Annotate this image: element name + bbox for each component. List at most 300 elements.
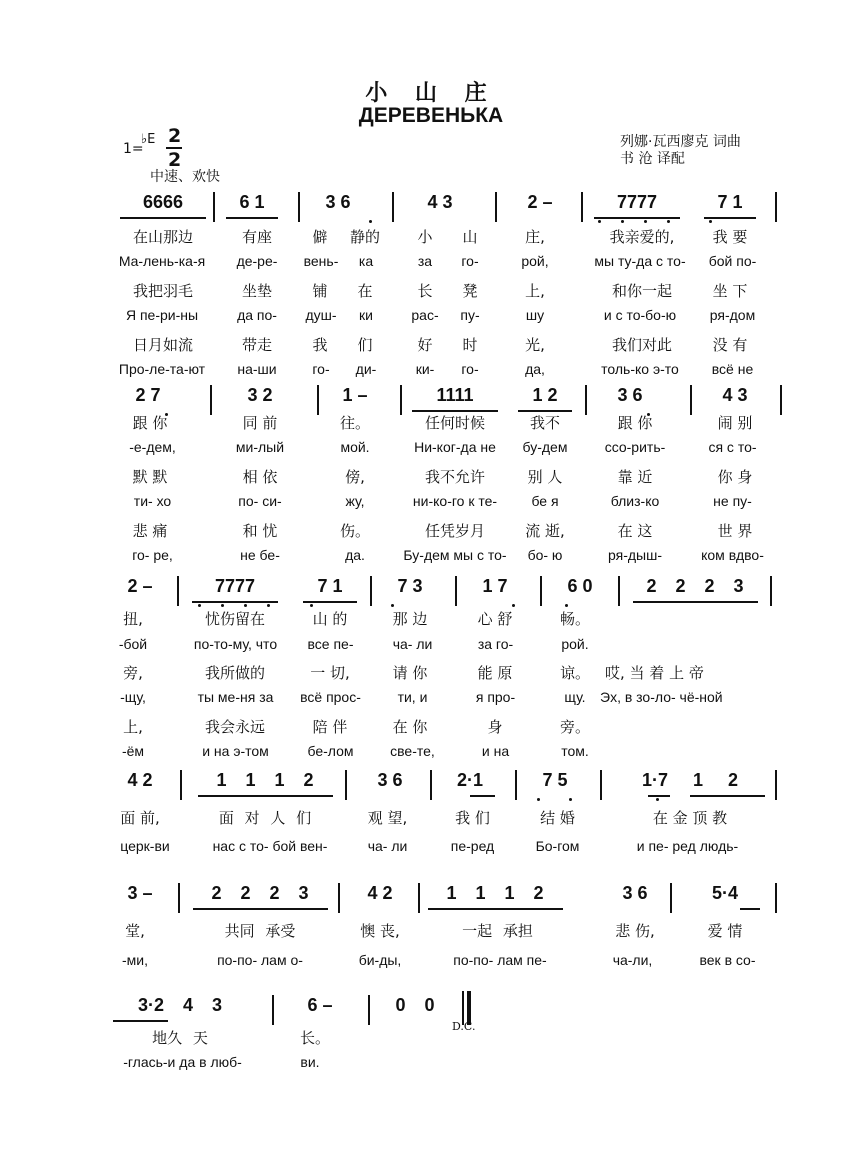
underline (226, 217, 278, 219)
lyric: вень- (303, 253, 339, 269)
lyric: 坐垫 (241, 282, 272, 300)
lyric: да. (345, 547, 365, 563)
lyric: церк-ви (120, 838, 170, 854)
lyric: ссо-рить- (604, 439, 666, 455)
octave-dot (369, 220, 372, 223)
bar-line (210, 385, 212, 415)
bar-line (370, 576, 372, 606)
lyric: душ- (305, 307, 337, 323)
bar-line (540, 576, 542, 606)
bar-line (430, 770, 432, 800)
lyric: 长 (417, 282, 433, 300)
note-group: 6 0 (567, 576, 593, 596)
lyric: 哎, 当 着 上 帝 (605, 664, 704, 682)
lyric: 懊 丧, (360, 922, 400, 940)
lyric: и с то-бо-ю (603, 307, 677, 323)
bar-line (780, 385, 782, 415)
lyric: 谅。 (559, 664, 590, 682)
octave-dot (244, 604, 247, 607)
lyric: рас- (411, 307, 439, 323)
lyric: 共同 承受 (224, 922, 296, 940)
bar-line (338, 883, 340, 913)
notes-row-3 (0, 576, 862, 606)
notes-row-4 (0, 770, 862, 800)
lyric: не бе- (240, 547, 280, 563)
lyric: 堂, (125, 922, 145, 940)
lyrics-cn-verse-1 (0, 226, 862, 246)
title-russian: ДЕРЕВЕНЬКА (358, 104, 504, 127)
lyric: ча-ли, (612, 952, 653, 968)
lyric: 爱 情 (707, 922, 743, 940)
note-group: 1 1 1 2 (216, 770, 314, 790)
lyric: по- си- (238, 493, 282, 509)
lyric: ни-ко-го к те- (412, 493, 498, 509)
octave-dot (569, 798, 572, 801)
lyric: всё прос- (300, 689, 361, 705)
title-chinese: 小 山 庄 (365, 81, 497, 106)
lyric: Ни-ког-да не (414, 439, 496, 455)
lyric: 流 逝, (525, 522, 565, 540)
lyrics-cn-verse-3 (0, 520, 862, 540)
lyrics-ru-verse-1 (0, 1054, 862, 1074)
lyric: 好 (417, 336, 433, 354)
lyric: 闹 别 (717, 414, 753, 432)
lyric: 我会永远 (204, 718, 265, 736)
lyric: 旁。 (559, 718, 590, 736)
lyric: ки- (415, 361, 435, 377)
underline (192, 601, 278, 603)
lyric: 地久 天 (152, 1029, 208, 1047)
note-group: 0 0 (395, 995, 435, 1015)
lyric: близ-ко (610, 493, 660, 509)
note-group: 1 – (342, 385, 368, 405)
notes-row-6 (0, 995, 862, 1025)
bar-line (515, 770, 517, 800)
bar-line (418, 883, 420, 913)
lyric: 在 你 (392, 718, 428, 736)
bar-line (455, 576, 457, 606)
note-group: 2 7 (135, 385, 161, 405)
note-group: 6 1 (239, 192, 265, 212)
lyric: да, (525, 361, 545, 377)
note-group: 1111 (436, 385, 474, 405)
underline (428, 908, 563, 910)
note-group: 2·1 (456, 770, 483, 790)
lyric: 上, (123, 718, 143, 736)
note-group: 1·7 1 2 (641, 770, 739, 790)
lyric: ти- хо (133, 493, 172, 509)
lyric: 观 望, (367, 809, 408, 827)
note-group: 7 3 (397, 576, 423, 596)
lyric: 铺 (312, 282, 328, 300)
lyric: све-те, (390, 743, 435, 759)
underline (633, 601, 758, 603)
lyric: 傍, (345, 468, 365, 486)
note-group: 5·4 (711, 883, 738, 903)
lyric: ча- ли (367, 838, 408, 854)
lyric: 我亲爱的, (609, 228, 675, 246)
lyrics-ru-verse-1 (0, 838, 862, 858)
lyric: би-ды, (358, 952, 402, 968)
lyric: ты ме-ня за (197, 689, 274, 705)
lyric: 你 身 (717, 468, 753, 486)
lyric: 我不允许 (424, 468, 485, 486)
bar-line (272, 995, 274, 1025)
lyrics-ru-verse-2 (0, 493, 862, 513)
bar-line (368, 995, 370, 1025)
lyric: 伤。 (339, 522, 370, 540)
bar-line (775, 883, 777, 913)
lyrics-ru-verse-3 (0, 743, 862, 763)
lyric: 任何时候 (424, 414, 485, 432)
lyrics-ru-verse-3 (0, 361, 862, 381)
lyric: 身 (487, 718, 503, 736)
lyric: 相 依 (242, 468, 278, 486)
lyric: 跟 你 (132, 414, 168, 432)
underline (303, 601, 357, 603)
octave-dot (537, 798, 540, 801)
underline (648, 795, 670, 797)
note-group: 3 6 (622, 883, 648, 903)
lyric: по-по- лам пе- (453, 952, 547, 968)
lyric: Бу-дем мы с то- (403, 547, 507, 563)
octave-dot (709, 220, 712, 223)
octave-dot (221, 604, 224, 607)
underline (690, 795, 765, 797)
underline (470, 795, 495, 797)
lyric: 和你一起 (611, 282, 672, 300)
lyric: 请 你 (392, 664, 428, 682)
lyric: все пе- (307, 636, 354, 652)
lyric: 陪 伴 (312, 718, 348, 736)
lyric: 我不 (529, 414, 560, 432)
bar-line (775, 192, 777, 222)
lyric: мой. (340, 439, 370, 455)
lyric: 在山那边 (132, 228, 193, 246)
octave-dot (310, 604, 313, 607)
lyrics-cn-verse-1 (0, 412, 862, 432)
notes-row-5 (0, 883, 862, 913)
bar-line (213, 192, 215, 222)
lyrics-cn-verse-1 (0, 807, 862, 827)
lyric: и пе- ред людь- (636, 838, 739, 854)
note-group: 3·2 4 3 (137, 995, 223, 1015)
underline (120, 217, 206, 219)
lyric: ря-дыш- (608, 547, 662, 563)
note-group: 1 7 (482, 576, 508, 596)
underline (113, 1020, 168, 1022)
lyrics-ru-verse-2 (0, 689, 862, 709)
octave-dot (512, 604, 515, 607)
lyric: 世 界 (717, 522, 753, 540)
notes-row-2 (0, 385, 862, 415)
octave-dot (621, 220, 624, 223)
lyric: 们 (357, 336, 373, 354)
bar-line (585, 385, 587, 415)
underline (193, 908, 328, 910)
lyric: бе я (531, 493, 559, 509)
lyric: бо- ю (527, 547, 563, 563)
lyric: 我所做的 (204, 664, 265, 682)
note-group: 4 3 (427, 192, 453, 212)
lyric: -е-дем, (129, 439, 176, 455)
bar-line (618, 576, 620, 606)
lyric: 上, (525, 282, 545, 300)
note-group: 7777 (214, 576, 256, 596)
note-group: 3 – (127, 883, 153, 903)
lyric: -глась-и да в люб- (123, 1054, 242, 1070)
lyric: де-ре- (236, 253, 278, 269)
lyric: да по- (237, 307, 277, 323)
lyrics-ru-verse-1 (0, 952, 862, 972)
bar-line (180, 770, 182, 800)
octave-dot (667, 220, 670, 223)
note-group: 4 3 (722, 385, 748, 405)
lyric: за (417, 253, 433, 269)
lyric: пу- (460, 307, 480, 323)
lyric: ди- (355, 361, 377, 377)
lyric: я про- (475, 689, 516, 705)
lyric: бе-лом (307, 743, 354, 759)
notes-row-1 (0, 192, 862, 222)
lyric: 默 默 (132, 468, 168, 486)
note-group: 7 5 (542, 770, 568, 790)
lyric: 别 人 (527, 468, 563, 486)
lyric: том. (561, 743, 589, 759)
lyric: 和 忧 (242, 522, 278, 540)
lyric: 在 这 (617, 522, 653, 540)
note-group: 3 2 (247, 385, 273, 405)
bar-line (345, 770, 347, 800)
lyric: 庄, (525, 228, 545, 246)
lyrics-cn-verse-1 (0, 1027, 862, 1047)
lyric: по-по- лам о- (217, 952, 303, 968)
lyric: 我把羽毛 (132, 282, 193, 300)
lyric: го- (312, 361, 330, 377)
time-signature-top: 2 (168, 125, 182, 147)
credit-translation: 书 沧 译配 (620, 151, 685, 167)
lyric: 带走 (241, 336, 272, 354)
lyric: всё не (711, 361, 754, 377)
lyric: толь-ко э-то (601, 361, 679, 377)
lyric: 那 边 (392, 610, 428, 628)
note-group: 7777 (616, 192, 658, 212)
lyrics-cn-verse-1 (0, 920, 862, 940)
bar-line (581, 192, 583, 222)
lyric: 没 有 (712, 336, 748, 354)
lyric: за го- (477, 636, 514, 652)
lyric: 山 的 (312, 610, 348, 628)
note-group: 1 2 (532, 385, 558, 405)
lyric: 坐 下 (712, 282, 748, 300)
bar-line (400, 385, 402, 415)
lyric: рой, (521, 253, 549, 269)
lyric: ми-лый (235, 439, 285, 455)
lyric: 结 婚 (540, 809, 575, 827)
lyric: 在 金 顶 教 (652, 809, 728, 827)
lyric: 跟 你 (617, 414, 653, 432)
lyric: Я пе-ри-ны (125, 307, 199, 323)
octave-dot (565, 604, 568, 607)
bar-line (317, 385, 319, 415)
lyric: 凳 (462, 282, 478, 300)
credit-lyrics-music: 列娜·瓦西廖克 词曲 (620, 134, 741, 150)
lyric: 一起 承担 (462, 922, 533, 940)
bar-line (495, 192, 497, 222)
lyric: щу. (564, 689, 586, 705)
note-group: 3 6 (325, 192, 351, 212)
lyrics-cn-verse-2 (0, 280, 862, 300)
lyric: ки (359, 307, 373, 323)
note-group: 1 1 1 2 (446, 883, 544, 903)
lyric: шу (525, 307, 545, 323)
lyrics-ru-verse-1 (0, 253, 862, 273)
lyric: 山 (462, 228, 478, 246)
key-signature: 1= (123, 141, 144, 157)
lyric: не пу- (713, 493, 752, 509)
bar-line (178, 883, 180, 913)
note-group: 3 6 (617, 385, 643, 405)
note-group: 2 – (527, 192, 553, 212)
lyrics-cn-verse-3 (0, 716, 862, 736)
lyric: рой. (561, 636, 589, 652)
lyric: пе-ред (450, 838, 495, 854)
octave-dot (598, 220, 601, 223)
lyric: 长。 (299, 1029, 330, 1047)
lyric: Ма-лень-ка-я (118, 253, 206, 269)
lyric: 任凭岁月 (424, 522, 485, 540)
lyric: 面 前, (120, 809, 160, 827)
lyrics-ru-verse-1 (0, 636, 862, 656)
octave-dot (644, 220, 647, 223)
lyric: мы ту-да с то- (594, 253, 686, 269)
note-group: 4 2 (127, 770, 153, 790)
underline (198, 795, 333, 797)
lyric: го- (461, 361, 479, 377)
note-group: 2 2 2 3 (646, 576, 744, 596)
lyric: 悲 伤, (615, 922, 655, 940)
lyric: ча- ли (392, 636, 433, 652)
octave-dot (656, 798, 659, 801)
lyrics-cn-verse-1 (0, 608, 862, 628)
lyric: -ми, (122, 952, 148, 968)
lyric: жу, (345, 493, 365, 509)
bar-line (600, 770, 602, 800)
octave-dot (391, 604, 394, 607)
lyric: 能 原 (477, 664, 513, 682)
lyric: 静的 (349, 228, 380, 246)
lyric: Про-ле-та-ют (118, 361, 206, 377)
underline (740, 908, 760, 910)
lyric: ка (358, 253, 374, 269)
lyric: -щу, (120, 689, 146, 705)
bar-line (392, 192, 394, 222)
lyrics-ru-verse-1 (0, 439, 862, 459)
lyric: Эх, в зо-ло- чё-ной (600, 689, 723, 705)
bar-line (770, 576, 772, 606)
lyric: Бо-гом (535, 838, 580, 854)
lyric: 小 (417, 228, 433, 246)
lyric: го- ре, (132, 547, 173, 563)
time-signature-bottom: 2 (168, 149, 182, 171)
lyric: 扭, (123, 610, 143, 628)
lyric: 悲 痛 (132, 522, 168, 540)
lyric: ся с то- (708, 439, 757, 455)
lyric: 光, (525, 336, 545, 354)
lyric: 同 前 (242, 414, 278, 432)
bar-line (690, 385, 692, 415)
lyric: -ём (121, 743, 145, 759)
lyric: 一 切, (310, 664, 350, 682)
da-capo-marking: D.C. (452, 1020, 476, 1033)
note-group: 7 1 (717, 192, 743, 212)
lyric: 我 (312, 336, 328, 354)
lyric: 在 (357, 282, 373, 300)
lyric: 旁, (123, 664, 143, 682)
lyric: 忧伤留在 (204, 610, 265, 628)
lyric: по-то-му, что (193, 636, 278, 652)
note-group: 3 6 (377, 770, 403, 790)
lyric: бой по- (708, 253, 757, 269)
note-group: 2 2 2 3 (211, 883, 309, 903)
octave-dot (198, 604, 201, 607)
lyric: ком вдво- (701, 547, 764, 563)
lyrics-cn-verse-2 (0, 466, 862, 486)
lyric: ви. (300, 1054, 320, 1070)
lyric: 僻 (312, 228, 328, 246)
note-group: 6666 (142, 192, 184, 212)
tempo-marking: 中速、欢快 (150, 169, 220, 185)
lyric: на-ши (237, 361, 277, 377)
underline (594, 217, 680, 219)
key-flat: ♭E (141, 132, 156, 147)
lyric: бу-дем (522, 439, 568, 455)
lyric: и на (481, 743, 510, 759)
lyrics-ru-verse-3 (0, 547, 862, 567)
note-group: 6 – (307, 995, 333, 1015)
bar-line (775, 770, 777, 800)
lyric: ти, и (397, 689, 428, 705)
lyric: и на э-том (202, 743, 269, 759)
lyric: 往。 (339, 414, 370, 432)
lyrics-cn-verse-3 (0, 334, 862, 354)
lyric: 我 们 (455, 809, 490, 827)
lyric: 时 (462, 336, 478, 354)
octave-dot (267, 604, 270, 607)
note-group: 4 2 (367, 883, 393, 903)
lyric: век в со- (699, 952, 756, 968)
lyric: ря-дом (709, 307, 756, 323)
note-group: 2 – (127, 576, 153, 596)
lyric: нас с то- бой вен- (212, 838, 328, 854)
lyric: 面 对 人 们 (218, 809, 312, 827)
lyric: 畅。 (559, 610, 590, 628)
lyrics-ru-verse-2 (0, 307, 862, 327)
underline (704, 217, 756, 219)
lyric: -бой (118, 636, 148, 652)
bar-line (298, 192, 300, 222)
lyric: 我 要 (712, 228, 748, 246)
note-group: 7 1 (317, 576, 343, 596)
lyric: 有座 (241, 228, 272, 246)
lyric: 靠 近 (617, 468, 653, 486)
bar-line (177, 576, 179, 606)
lyrics-cn-verse-2 (0, 662, 862, 682)
lyric: 日月如流 (132, 336, 193, 354)
bar-line (670, 883, 672, 913)
lyric: 我们对此 (611, 336, 672, 354)
lyric: го- (461, 253, 479, 269)
